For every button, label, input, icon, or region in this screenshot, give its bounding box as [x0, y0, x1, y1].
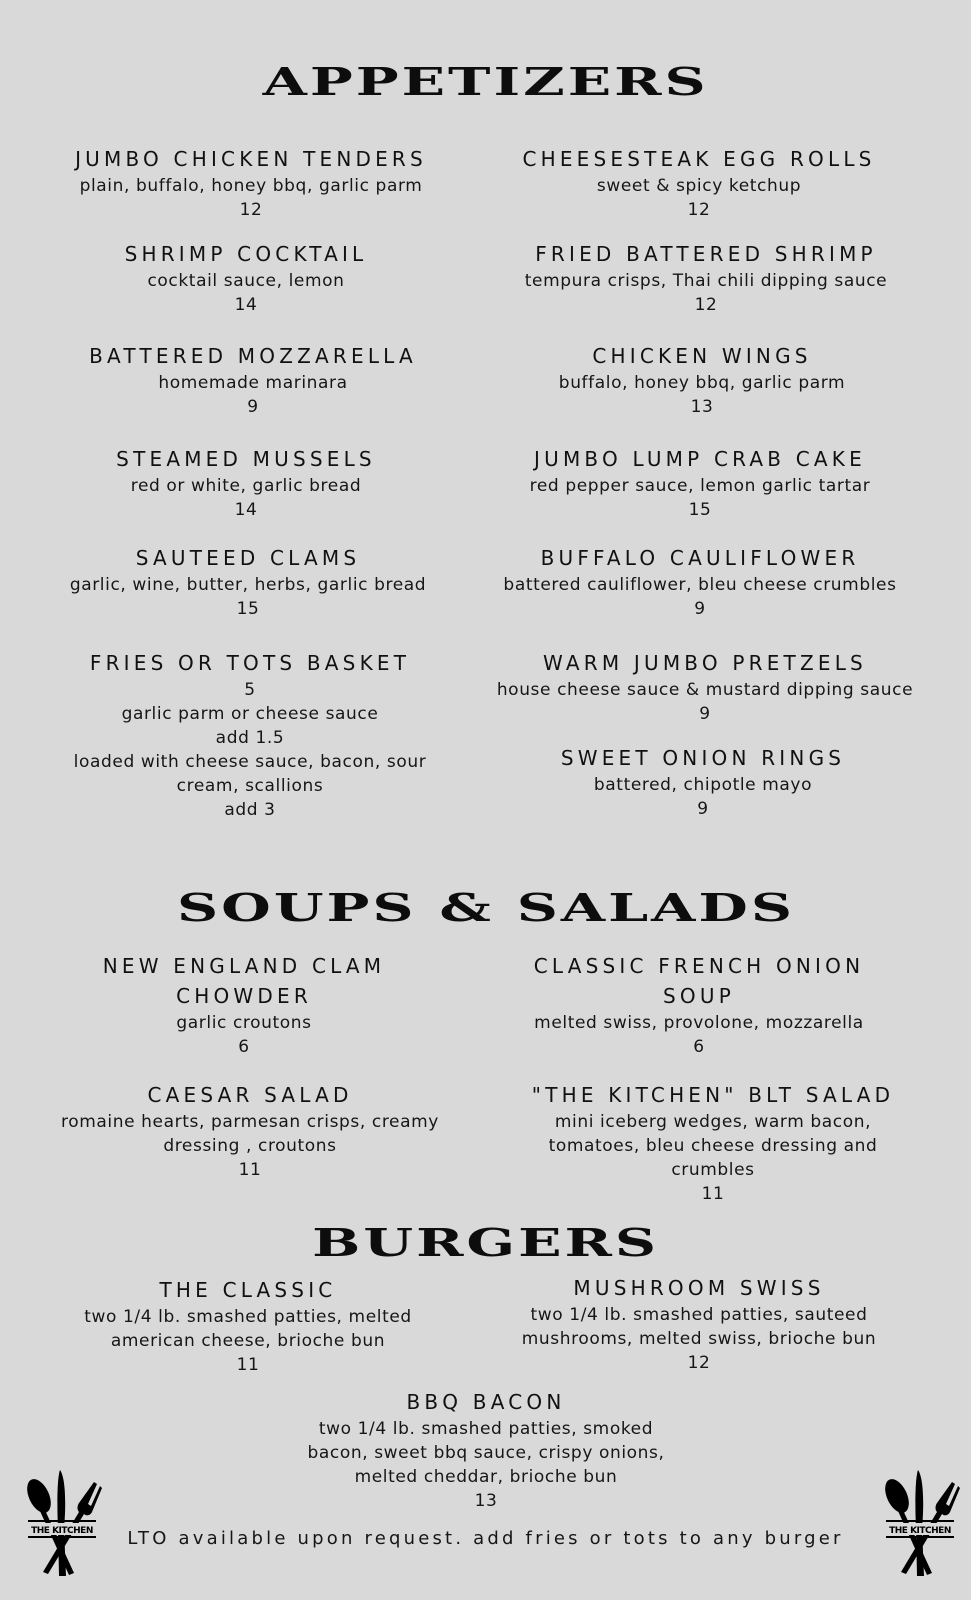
item-description: add 3 [224, 800, 276, 820]
item-price: 11 [238, 1160, 262, 1180]
item-description: two 1/4 lb. smashed patties, melted [84, 1307, 412, 1327]
item-description: homemade marinara [158, 373, 348, 393]
item-name: CAESAR SALAD [147, 1083, 353, 1107]
item-description: romaine hearts, parmesan crisps, creamy [61, 1112, 439, 1132]
item-price: 14 [234, 500, 258, 520]
item-description: two 1/4 lb. smashed patties, sauteed [530, 1305, 868, 1325]
section-title: SOUPS & SALADS [176, 885, 795, 930]
item-name: CLASSIC FRENCH ONION [533, 954, 865, 978]
item-description: dressing , croutons [163, 1136, 337, 1156]
item-price: 12 [239, 200, 263, 220]
item-name: SOUP [663, 984, 735, 1008]
item-name: CHEESESTEAK EGG ROLLS [522, 147, 876, 171]
menu-item [469, 1273, 929, 1375]
section-heading [0, 59, 971, 104]
item-name: STEAMED MUSSELS [116, 447, 376, 471]
item-name: SWEET ONION RINGS [560, 746, 846, 770]
the-kitchen-logo-right [880, 1468, 960, 1580]
item-description: add 1.5 [215, 728, 285, 748]
item-name: FRIES OR TOTS BASKET [89, 651, 411, 675]
item-price: 12 [687, 1353, 711, 1373]
logo-text: THE KITCHEN [889, 1526, 951, 1536]
item-description: cocktail sauce, lemon [147, 271, 345, 291]
item-name: MUSHROOM SWISS [573, 1276, 825, 1300]
item-price: 13 [690, 397, 714, 417]
item-description: tempura crisps, Thai chili dipping sauce [524, 271, 888, 291]
item-price: 12 [687, 200, 711, 220]
section-heading [0, 885, 971, 930]
item-description: red or white, garlic bread [130, 476, 362, 496]
menu-item [20, 1080, 480, 1182]
menu-item [18, 1275, 478, 1377]
menu-item [256, 1387, 716, 1513]
menu-item [470, 543, 930, 621]
menu-item [473, 743, 933, 821]
menu-item [469, 144, 929, 222]
item-price: 9 [697, 799, 709, 819]
item-description: bacon, sweet bbq sauce, crispy onions, [307, 1443, 665, 1463]
menu-item [476, 239, 936, 317]
item-description: mini iceberg wedges, warm bacon, [554, 1112, 872, 1132]
footer-note: LTO available upon request. add fries or tots to any burger [127, 1528, 844, 1549]
item-price: 14 [234, 295, 258, 315]
item-price: 9 [247, 397, 259, 417]
item-price: 12 [694, 295, 718, 315]
item-name: WARM JUMBO PRETZELS [543, 651, 867, 675]
menu-item [16, 444, 476, 522]
item-description: garlic parm or cheese sauce [121, 704, 379, 724]
item-price: 15 [688, 500, 712, 520]
section-title: APPETIZERS [262, 59, 709, 104]
item-description: battered cauliflower, bleu cheese crumbles [503, 575, 897, 595]
item-name: SHRIMP COCKTAIL [124, 242, 368, 266]
menu-item [18, 543, 478, 621]
menu-item [469, 951, 929, 1059]
logo-text: THE KITCHEN [31, 1526, 93, 1536]
menu-item [475, 648, 935, 726]
item-name: BATTERED MOZZARELLA [89, 344, 417, 368]
item-description: melted cheddar, brioche bun [354, 1467, 618, 1487]
item-description: two 1/4 lb. smashed patties, smoked [318, 1419, 654, 1439]
the-kitchen-logo-left [22, 1468, 102, 1580]
item-name: FRIED BATTERED SHRIMP [535, 242, 877, 266]
menu-item [21, 144, 481, 222]
item-name: CHOWDER [176, 984, 312, 1008]
item-description: garlic croutons [176, 1013, 312, 1033]
item-price: 15 [236, 599, 260, 619]
item-name: CHICKEN WINGS [592, 344, 812, 368]
item-description: sweet & spicy ketchup [596, 176, 802, 196]
item-price: 6 [693, 1037, 705, 1057]
menu-item [472, 341, 932, 419]
item-description: house cheese sauce & mustard dipping sauce [496, 680, 914, 700]
item-price: 11 [701, 1184, 725, 1204]
item-name: SAUTEED CLAMS [135, 546, 361, 570]
item-description: mushrooms, melted swiss, brioche bun [521, 1329, 877, 1349]
item-description: garlic, wine, butter, herbs, garlic bread [69, 575, 427, 595]
item-description: plain, buffalo, honey bbq, garlic parm [79, 176, 423, 196]
item-description: american cheese, brioche bun [110, 1331, 386, 1351]
item-price: 9 [699, 704, 711, 724]
section-title: BURGERS [312, 1220, 659, 1265]
item-name: JUMBO CHICKEN TENDERS [75, 147, 427, 171]
section-heading [0, 1220, 971, 1265]
item-description: loaded with cheese sauce, bacon, sour [73, 752, 427, 772]
item-description: red pepper sauce, lemon garlic tartar [529, 476, 871, 496]
item-name: BUFFALO CAULIFLOWER [540, 546, 860, 570]
item-name: BBQ BACON [406, 1390, 566, 1414]
item-price: 9 [694, 599, 706, 619]
menu-item [20, 648, 480, 822]
item-description: buffalo, honey bbq, garlic parm [558, 373, 846, 393]
item-name: JUMBO LUMP CRAB CAKE [534, 447, 866, 471]
item-price: 11 [236, 1355, 260, 1375]
item-description: tomatoes, bleu cheese dressing and [548, 1136, 878, 1156]
item-name: THE CLASSIC [159, 1278, 337, 1302]
item-description: crumbles [671, 1160, 755, 1180]
menu-item [470, 444, 930, 522]
item-description: battered, chipotle mayo [593, 775, 813, 795]
item-description: melted swiss, provolone, mozzarella [534, 1013, 864, 1033]
menu-item [16, 239, 476, 317]
item-name: NEW ENGLAND CLAM [102, 954, 386, 978]
item-price: 6 [238, 1037, 250, 1057]
menu-item [23, 341, 483, 419]
item-description: cream, scallions [176, 776, 324, 796]
item-name: "THE KITCHEN" BLT SALAD [531, 1083, 895, 1107]
menu-item [483, 1080, 943, 1206]
item-price: 5 [244, 680, 256, 700]
menu-item [14, 951, 474, 1059]
item-price: 13 [474, 1491, 498, 1511]
